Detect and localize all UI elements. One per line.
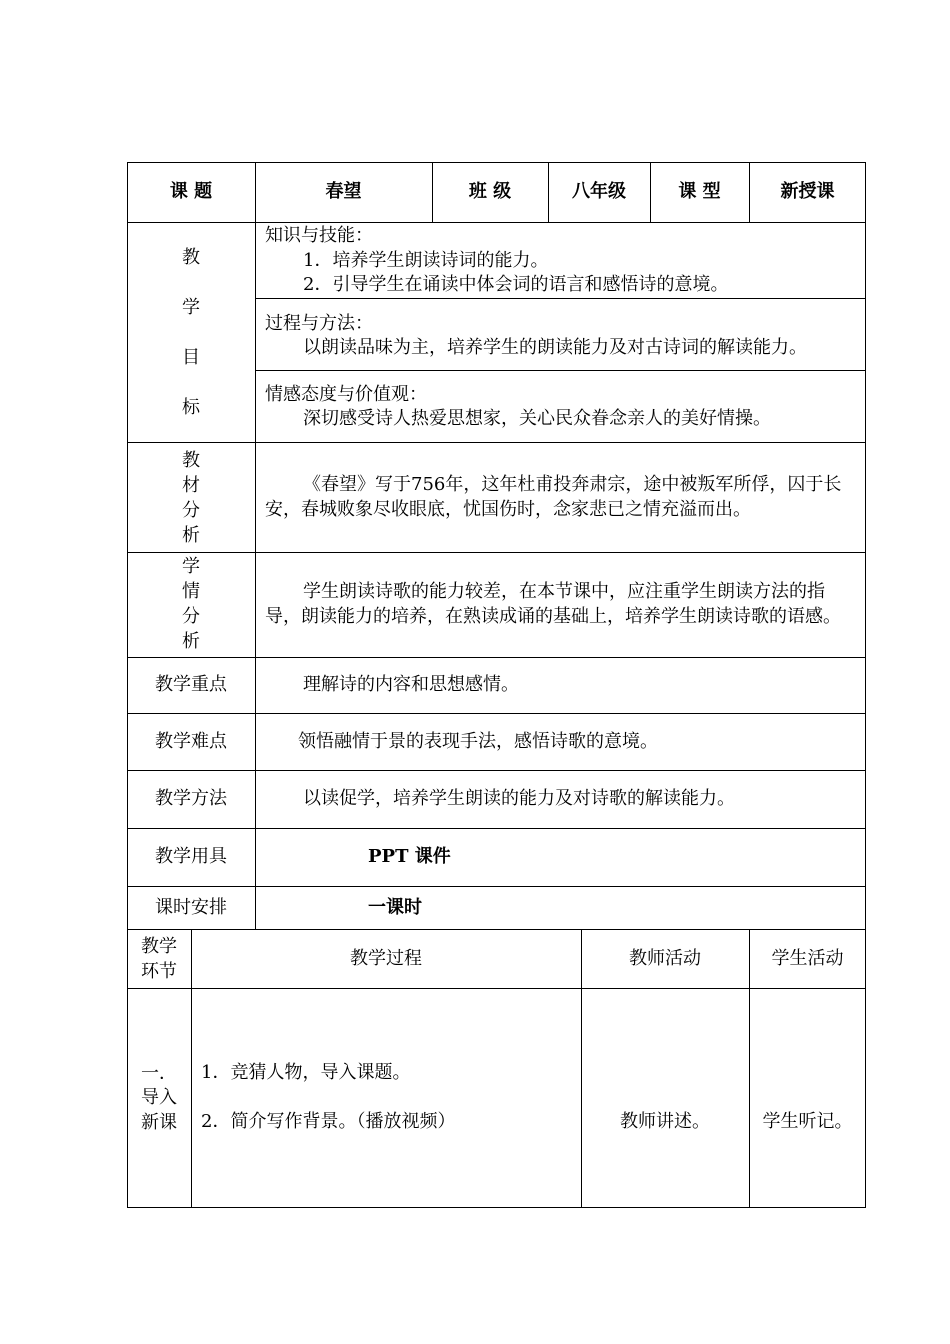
- students-text-line: 导，朗读能力的培养，在熟读成诵的基础上，培养学生朗读诗歌的语感。: [265, 606, 841, 627]
- difficulty-label: 教学难点: [155, 731, 227, 752]
- process-text: 以朗读品味为主，培养学生的朗读能力及对古诗词的解读能力。: [303, 337, 807, 358]
- objectives-label-char: 标: [182, 397, 200, 418]
- time-label: 课时安排: [155, 897, 227, 918]
- focus-label: 教学重点: [155, 674, 227, 695]
- stage-name-line: 一．: [141, 1063, 177, 1084]
- stage-name-line: 导入: [141, 1087, 177, 1108]
- process-header: 教学过程: [350, 948, 422, 969]
- type-value: 新授课: [780, 181, 835, 202]
- class-value: 八年级: [572, 181, 626, 202]
- material-text-line: 《春望》写于756年，这年杜甫投奔肃宗，途中被叛军所俘，囚于长: [303, 474, 842, 495]
- row-divider: [255, 298, 866, 299]
- method-label: 教学方法: [155, 788, 227, 809]
- row-divider: [127, 222, 866, 223]
- difficulty-value: 领悟融情于景的表现手法，感悟诗歌的意境。: [298, 731, 658, 752]
- row-divider: [127, 886, 866, 887]
- tools-value: PPT 课件: [368, 846, 451, 867]
- knowledge-item-2: 2．引导学生在诵读中体会词的语言和感悟诗的意境。: [303, 274, 729, 295]
- class-label: 班 级: [468, 181, 512, 202]
- row-divider: [127, 988, 866, 989]
- material-label-char: 教: [182, 450, 200, 471]
- students-label-char: 析: [182, 631, 200, 652]
- row-divider: [127, 552, 866, 553]
- row-divider: [127, 770, 866, 771]
- row-divider: [127, 713, 866, 714]
- process-title: 过程与方法：: [265, 313, 373, 334]
- row-divider: [127, 828, 866, 829]
- topic-label: 课 题: [169, 181, 213, 202]
- row-divider: [127, 657, 866, 658]
- focus-value: 理解诗的内容和思想感情。: [303, 674, 519, 695]
- students-label-char: 学: [182, 556, 200, 577]
- tools-label: 教学用具: [155, 846, 227, 867]
- topic-value: 春望: [325, 181, 362, 202]
- material-label-char: 分: [182, 500, 200, 521]
- stage-header-line: 环节: [141, 961, 177, 982]
- objectives-label-char: 教: [182, 247, 200, 268]
- students-text-line: 学生朗读诗歌的能力较差，在本节课中，应注重学生朗读方法的指: [303, 581, 825, 602]
- student-activity-header: 学生活动: [771, 948, 844, 969]
- knowledge-title: 知识与技能：: [265, 225, 373, 246]
- students-label-char: 情: [182, 581, 200, 602]
- teacher-activity-header: 教师活动: [629, 948, 701, 969]
- row-divider: [127, 929, 866, 930]
- type-label: 课 型: [678, 181, 721, 202]
- emotion-text: 深切感受诗人热爱思想家，关心民众眷念亲人的美好情操。: [303, 408, 771, 429]
- process-step-2: 2．简介写作背景。（播放视频）: [201, 1111, 456, 1132]
- objectives-label-char: 目: [182, 347, 200, 368]
- material-label-char: 材: [182, 475, 200, 496]
- students-label-char: 分: [182, 606, 200, 627]
- col-divider: [255, 162, 256, 929]
- process-step-1: 1．竞猜人物，导入课题。: [201, 1062, 411, 1083]
- objectives-label-char: 学: [182, 297, 200, 318]
- row-divider: [255, 370, 866, 371]
- stage-name-line: 新课: [141, 1112, 177, 1133]
- method-value: 以读促学，培养学生朗读的能力及对诗歌的解读能力。: [303, 788, 735, 809]
- emotion-title: 情感态度与价值观：: [265, 384, 427, 405]
- row-divider: [127, 442, 866, 443]
- teacher-activity: 教师讲述。: [620, 1111, 710, 1132]
- time-value: 一课时: [368, 897, 422, 918]
- student-activity: 学生听记。: [762, 1111, 853, 1132]
- material-text-line: 安，春城败象尽收眼底，忧国伤时，念家悲已之情充溢而出。: [265, 499, 751, 520]
- material-label-char: 析: [182, 525, 200, 546]
- knowledge-item-1: 1．培养学生朗读诗词的能力。: [303, 250, 549, 271]
- stage-header-line: 教学: [141, 936, 177, 957]
